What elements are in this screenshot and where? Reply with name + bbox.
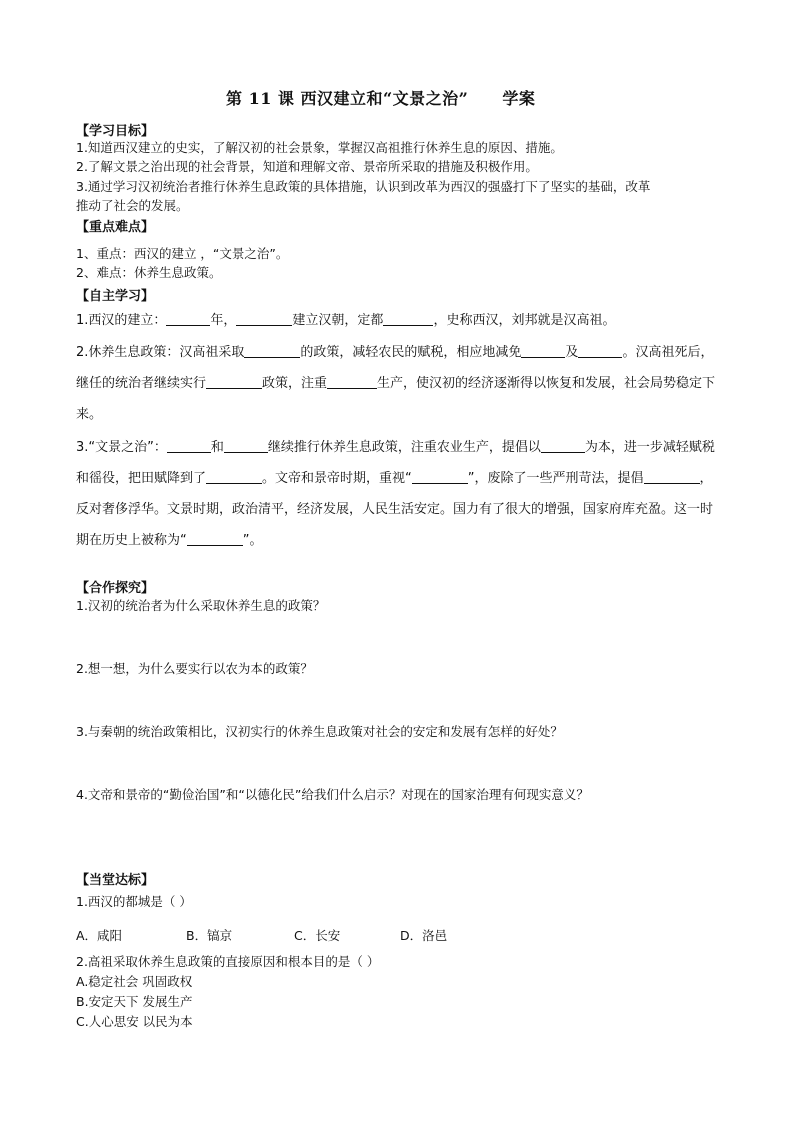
blank[interactable] xyxy=(206,469,262,484)
coop-heading: 【合作探究】 xyxy=(76,581,155,596)
self-study-p3: 3.“文景之治”： 和 继续推行休养生息政策，注重农业生产，提倡以 为本，进一步减轻赋税和徭役，把田赋降到了 。文帝和景帝时期，重视“ ”，废除了一些严刑苛法，提倡 ，反对奢侈浮华。文景时期，政治清平，经济发展，人民生活安定。国力有了很大的增强，国家府库充盈。这一时期在历史上被称为“ ”。 xyxy=(76,440,715,548)
blank[interactable] xyxy=(224,438,268,453)
option-d[interactable]: D．洛邑 xyxy=(400,928,448,943)
blank[interactable] xyxy=(244,343,300,358)
blank[interactable] xyxy=(167,438,211,453)
coop-question-3: 3.与秦朝的统治政策相比，汉初实行的休养生息政策对社会的安定和发展有怎样的好处？ xyxy=(76,724,563,739)
goal-item-3: 3.通过学习汉初统治者推行休养生息政策的具体措施，认识到改革为西汉的强盛打下了坚实的基础，改革 xyxy=(76,179,651,194)
option-c[interactable]: C．长安 xyxy=(294,928,341,943)
title-main: 第 11 课 西汉建立和“文景之治” xyxy=(226,89,469,108)
blank[interactable] xyxy=(541,438,585,453)
blank[interactable] xyxy=(383,311,433,326)
goal-item-2: 2.了解文景之治出现的社会背景，知道和理解文帝、景帝所采取的措施及积极作用。 xyxy=(76,159,538,174)
test-question-1-options xyxy=(76,927,447,945)
test-question-1: 1.西汉的都城是（ ） xyxy=(76,894,192,909)
test-heading: 【当堂达标】 xyxy=(76,873,155,888)
coop-question-4: 4.文帝和景帝的“勤俭治国”和“以德化民”给我们什么启示？对现在的国家治理有何现实意义？ xyxy=(76,787,589,802)
blank[interactable] xyxy=(166,311,210,326)
self-study-heading: 【自主学习】 xyxy=(76,289,155,304)
option-c[interactable]: C.人心思安 以民为本 xyxy=(76,1014,193,1029)
test-question-2: 2.高祖采取休养生息政策的直接原因和根本目的是（ ） xyxy=(76,954,380,969)
blank[interactable] xyxy=(187,531,243,546)
blank[interactable] xyxy=(644,469,700,484)
option-a[interactable]: A．咸阳 xyxy=(76,928,123,943)
option-b[interactable]: B．镐京 xyxy=(186,928,233,943)
blank[interactable] xyxy=(521,343,565,358)
self-study-p2: 2.休养生息政策：汉高祖采取 的政策，减轻农民的赋税，相应地减免 及 。汉高祖死后，继任的统治者继续实行 政策，注重 生产，使汉初的经济逐渐得以恢复和发展，社会局势稳定下来。 xyxy=(76,345,716,422)
coop-question-2: 2.想一想，为什么要实行以农为本的政策？ xyxy=(76,661,313,676)
blank[interactable] xyxy=(206,374,262,389)
goals-heading: 【学习目标】 xyxy=(76,124,155,139)
goal-item-1: 1.知道西汉建立的史实，了解汉初的社会景象，掌握汉高祖推行休养生息的原因、措施。 xyxy=(76,140,563,155)
blank[interactable] xyxy=(327,374,377,389)
blank[interactable] xyxy=(236,311,292,326)
option-b[interactable]: B.安定天下 发展生产 xyxy=(76,994,193,1009)
key-heading: 【重点难点】 xyxy=(76,220,155,235)
key-item-1: 1、重点：西汉的建立 ，“文景之治”。 xyxy=(76,246,289,261)
blank[interactable] xyxy=(578,343,622,358)
key-item-2: 2、难点：休养生息政策。 xyxy=(76,265,222,280)
option-a[interactable]: A.稳定社会 巩固政权 xyxy=(76,974,193,989)
coop-question-1: 1.汉初的统治者为什么采取休养生息的政策？ xyxy=(76,598,326,613)
blank[interactable] xyxy=(412,469,468,484)
page-title xyxy=(226,86,535,109)
goal-item-3-cont: 推动了社会的发展。 xyxy=(76,198,189,213)
self-study-p1: 1.西汉的建立： 年， 建立汉朝，定都 ，史称西汉，刘邦就是汉高祖。 xyxy=(76,313,616,328)
title-suffix: 学案 xyxy=(502,89,536,108)
